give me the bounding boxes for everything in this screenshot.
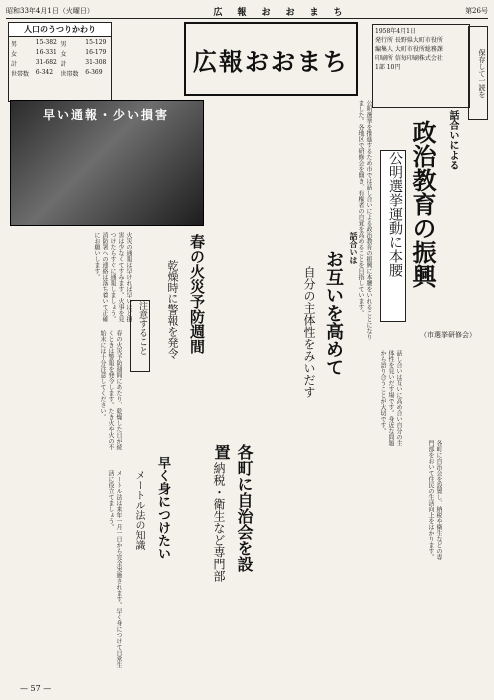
pop-cell: 31-682 [35, 59, 57, 66]
spring-fire-subhead: 乾燥時に警報を発令 [166, 260, 179, 359]
politics-headline: 政治教育の振興 [408, 120, 437, 288]
mutual-headline: お互いを高めて [323, 250, 344, 376]
pop-cell: 女 [60, 51, 67, 58]
fire-caption: 早い通報・少い損害 [42, 108, 169, 122]
pop-cell: 16-179 [85, 49, 107, 56]
publisher-box [372, 24, 470, 108]
publisher-line: 編集人 大町市役所総務課 [375, 46, 443, 53]
spring-fire-headline: 春の火災予防週間 [188, 234, 206, 354]
mutual-article-text: 話し合いは互いに高め合い自分の主体性を見いだす場です。身近な問題から語り合うことが大切です。 [379, 350, 402, 446]
issue-date: 昭和33年4月1日（火曜日） [6, 7, 94, 15]
pop-cell: 6-369 [85, 69, 103, 76]
hygiene-article-text: 各町に自治会を設置し、納税や衛生などの専門部をおいて住民の生活向上をはかります。 [427, 440, 442, 560]
hygiene-headline: 各町に自治会を設置 [212, 444, 254, 572]
politics-article-text: 公明選挙を推進するため市では話し合いによる政治教育の振興に本腰をいれることになりました。各地区で研修会を開き、有権者の自覚を高めることを目指しています。 [357, 100, 372, 340]
pop-cell: 女 [11, 51, 18, 58]
paper-name: 広 報 お お ま ち [213, 7, 346, 18]
publisher-line: 1958年4月1日 [375, 28, 416, 35]
pop-cell: 計 [60, 61, 67, 68]
pop-cell: 世帯数 [60, 71, 79, 78]
masthead-title: 広報おおまち [193, 46, 349, 76]
pop-cell: 15-129 [85, 39, 107, 46]
metric-article-text: メートル法は来年一月一日から完全実施されます。早く身につけて日常生活に役立てましょう。 [107, 470, 122, 668]
pop-cell: 計 [11, 61, 18, 68]
pop-cell: 6-342 [35, 69, 54, 76]
population-box [8, 22, 112, 102]
publisher-line: 1部 10円 [375, 64, 401, 71]
page-number: — 57 — [20, 684, 52, 693]
pop-cell: 15-382 [35, 39, 57, 46]
page-header [6, 4, 488, 19]
hygiene-subhead: 納税・衛生など専門部 [212, 462, 226, 582]
metric-subhead: メートル法の知識 [133, 470, 144, 550]
spring-fire-article-text: 春の火災予防週間にあたり、乾燥した日が続くときは警報を発令します。たき火や火の不始末には十分注意してください。 [99, 330, 122, 450]
pop-cell: 16-331 [35, 49, 57, 56]
fire-article-text: 火災の通報は早ければ早いほど損害は少なくてすみます。火事を見つけたらすぐに通報しましょう。消防署への連絡は落ち着いて正確にお願いします。 [93, 232, 132, 322]
pop-cell: 男 [60, 41, 67, 48]
side-note: 保存して一読を [468, 26, 488, 120]
mutual-subhead: 自分の主体性をみいだす [302, 266, 316, 398]
population-table [9, 37, 111, 80]
politics-kicker: 話合いによる [447, 110, 458, 170]
mutual-kicker: 話合いは [349, 232, 359, 264]
population-title: 人口のうつりかわり [9, 23, 111, 37]
pop-cell: 31-308 [85, 59, 107, 66]
pop-cell: 男 [11, 41, 18, 48]
politics-org: （市選挙研修会） [420, 331, 476, 339]
pop-cell: 世帯数 [11, 71, 30, 78]
masthead [184, 22, 358, 96]
publisher-line: 発行所 長野県大町市役所 [375, 37, 443, 44]
spring-fire-note: 注意すること [130, 300, 150, 372]
issue-number: 第26号 [465, 7, 488, 15]
metric-headline: 早く身につけたい [155, 456, 170, 560]
politics-subhead: 公明選挙運動に本腰 [380, 150, 406, 322]
publisher-line: 印刷所 信毎印刷株式会社 [375, 55, 443, 62]
